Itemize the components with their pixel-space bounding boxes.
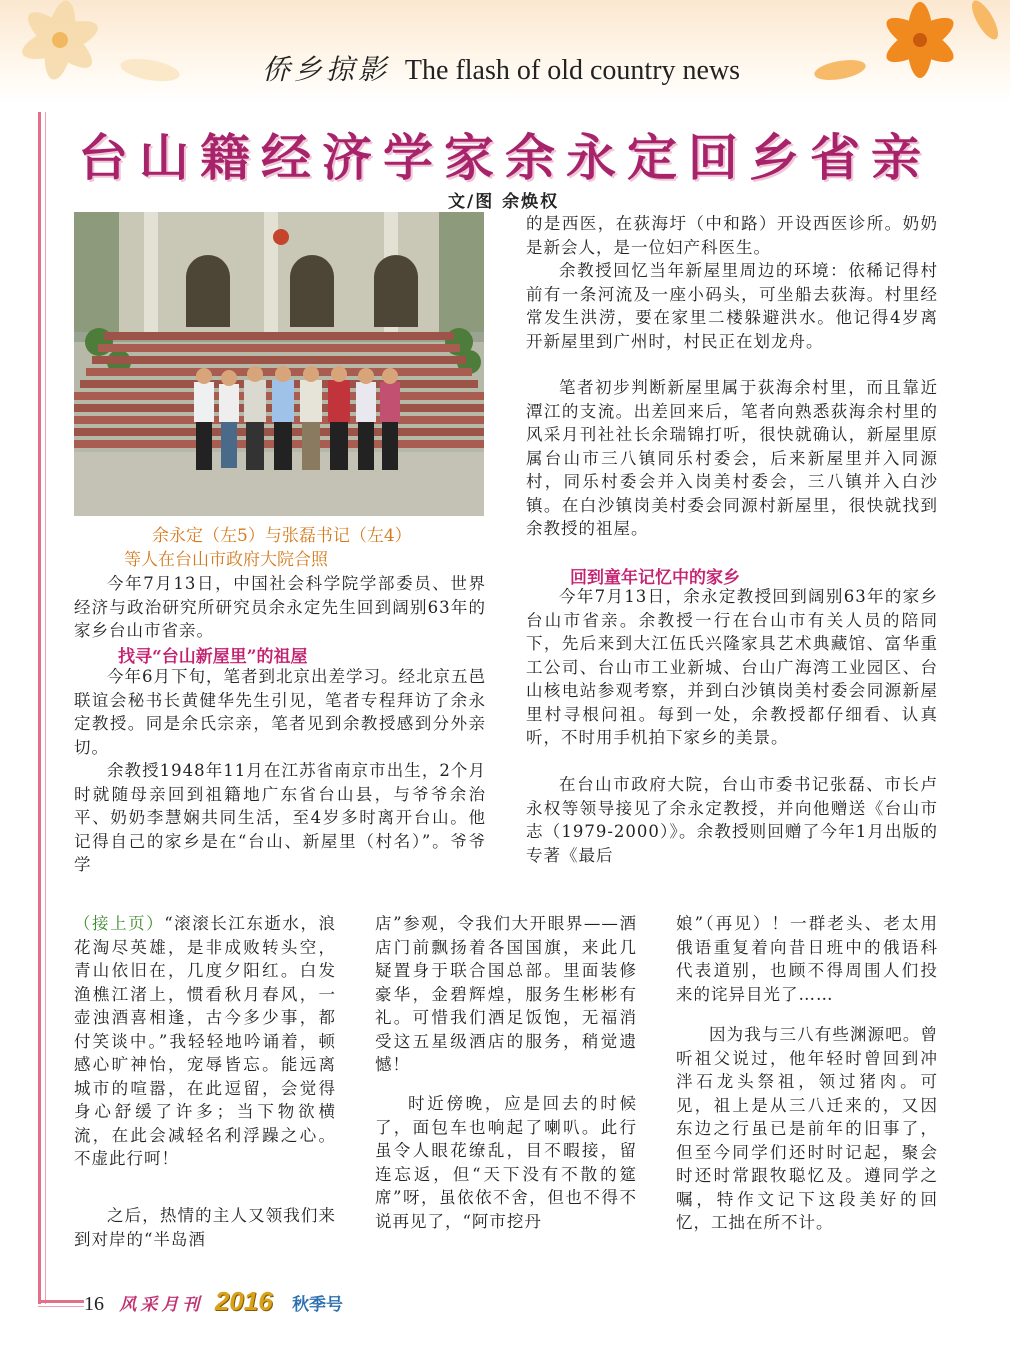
- article-title: 台山籍经济学家余永定回乡省亲: [78, 128, 932, 187]
- continued-col3b: 因为我与三八有些渊源吧。曾听祖父说过，他年轻时曾回到冲泮石龙头祭祖，领过猪肉。可见，祖上是从三八迁来的，又因东边之行虽已是前年的旧事了，但至今同学们还时时记起，聚会时还时常跟牧聪忆及。遵同学之嘱，特作文记下这段美好的回忆，工拙在所不计。: [676, 1025, 938, 1232]
- section-title-cn: 侨乡掠影: [262, 53, 391, 86]
- continued-prefix: （接上页）: [74, 914, 165, 933]
- group-photo: [74, 212, 484, 516]
- right-subheading: 回到童年记忆中的家乡: [570, 568, 740, 588]
- right-paragraph-2: 余教授回忆当年新屋里周边的环境：依稀记得村前有一条河流及一座小码头，可坐船去荻海。村里经常发生洪涝，要在家里二楼躲避洪水。他记得4岁离开新屋里到广州时，村民正在划龙舟。: [526, 261, 938, 351]
- magazine-name: 风采月刊: [119, 1295, 204, 1315]
- bottom-line-thin: [38, 1306, 84, 1307]
- article-byline: 文/图 余焕权: [448, 192, 560, 212]
- photo-caption-line1: 余永定（左5）与张磊书记（左4）: [152, 526, 412, 546]
- page-number: 16: [84, 1293, 104, 1315]
- page-header: [0, 0, 1010, 104]
- left-paragraph-2: 今年6月下旬，笔者到北京出差学习。经北京五邑联谊会秘书长黄健华先生引见，笔者专程拜访了余永定教授。同是余氏宗亲，笔者见到余教授感到分外亲切。: [74, 667, 486, 757]
- page-footer: [84, 1286, 343, 1317]
- left-paragraph-3: 余教授1948年11月在江苏省南京市出生，2个月时就随母亲回到祖籍地广东省台山县，与爷爷余治平、奶奶李慧娴共同生活，至4岁多时离开台山。他记得自己的家乡是在“台山、新屋里（村名）”。爷爷学: [74, 761, 486, 874]
- continued-col1-text: “滚滚长江东逝水，浪花淘尽英雄，是非成败转头空，青山依旧在，几度夕阳红。白发渔樵江渚上，惯看秋月春风，一壶浊酒喜相逢，古今多少事，都付笑谈中。”我轻轻地吟诵着，顿感心旷神怡，宠辱皆忘。能远离城市的喧嚣，在此逗留，会觉得身心舒缓了许多；当下物欲横流，在此会减轻名利浮躁之心。不虚此行呵！: [74, 914, 337, 1168]
- bottom-line: [38, 1300, 84, 1303]
- section-title-en: The flash of old country news: [404, 55, 741, 86]
- flower-decoration-right-icon: [800, 0, 1010, 104]
- photo-caption-line2: 等人在台山市政府大院合照: [124, 550, 328, 570]
- margin-line: [38, 112, 41, 1304]
- section-title: [262, 48, 740, 88]
- continued-col2: 店”参观，令我们大开眼界——酒店门前飘扬着各国国旗，来此几疑置身于联合国总部。里面装修豪华，金碧辉煌，服务生彬彬有礼。可惜我们酒足饭饱，无福消受这五星级酒店的服务，稍觉遗憾！: [375, 914, 637, 1074]
- continued-col3: 娘”（再见）！一群老头、老太用俄语重复着向昔日班中的俄语科代表道别，也顾不得周围人们投来的诧异目光了……: [676, 914, 938, 1004]
- flower-decoration-left-icon: [0, 0, 200, 104]
- continued-col2b: 时近傍晚，应是回去的时候了，面包车也响起了喇叭。此行虽令人眼花缭乱，目不暇接，留连忘返，但“天下没有不散的筵席”呀，虽依依不舍，但也不得不说再见了，“阿市挖丹: [375, 1094, 637, 1231]
- issue-season: 秋季号: [292, 1295, 344, 1315]
- right-paragraph-5: 在台山市政府大院，台山市委书记张磊、市长卢永权等领导接见了余永定教授，并向他赠送《台山市志（1979-2000）》。余教授则回赠了今年1月出版的专著《最后: [526, 775, 938, 865]
- continued-col1: [74, 912, 336, 1171]
- issue-year: 2016: [214, 1286, 273, 1316]
- continued-col1b: 之后，热情的主人又领我们来到对岸的“半岛酒: [74, 1206, 336, 1249]
- right-paragraph-4: 今年7月13日，余永定教授回到阔别63年的家乡台山市省亲。余教授一行在台山市有关人员的陪同下，先后来到大江伍氏兴隆家具艺术典藏馆、富华重工公司、台山市工业新城、台山广海湾工业园区、台山核电站参观考察，并到白沙镇岗美村委会同源新屋里村寻根问祖。每到一处，余教授都仔细看、认真听，不时用手机拍下家乡的美景。: [526, 587, 938, 747]
- left-paragraph-1: 今年7月13日，中国社会科学院学部委员、世界经济与政治研究所研究员余永定先生回到阔别63年的家乡台山市省亲。: [74, 574, 486, 640]
- right-paragraph-1: 的是西医，在荻海圩（中和路）开设西医诊所。奶奶是新会人，是一位妇产科医生。: [526, 214, 938, 257]
- left-subheading: 找寻“台山新屋里”的祖屋: [118, 647, 308, 667]
- right-paragraph-3: 笔者初步判断新屋里属于荻海余村里，而且靠近潭江的支流。出差回来后，笔者向熟悉荻海余村里的风采月刊社社长余瑞锦打听，很快就确认，新屋里原属台山市三八镇同乐村委会，后来新屋里并入同源村，同乐村委会并入岗美村委会，三八镇并入白沙镇。在白沙镇岗美村委会同源村新屋里，很快就找到余教授的祖屋。: [526, 378, 938, 538]
- margin-line-thin: [45, 112, 46, 1304]
